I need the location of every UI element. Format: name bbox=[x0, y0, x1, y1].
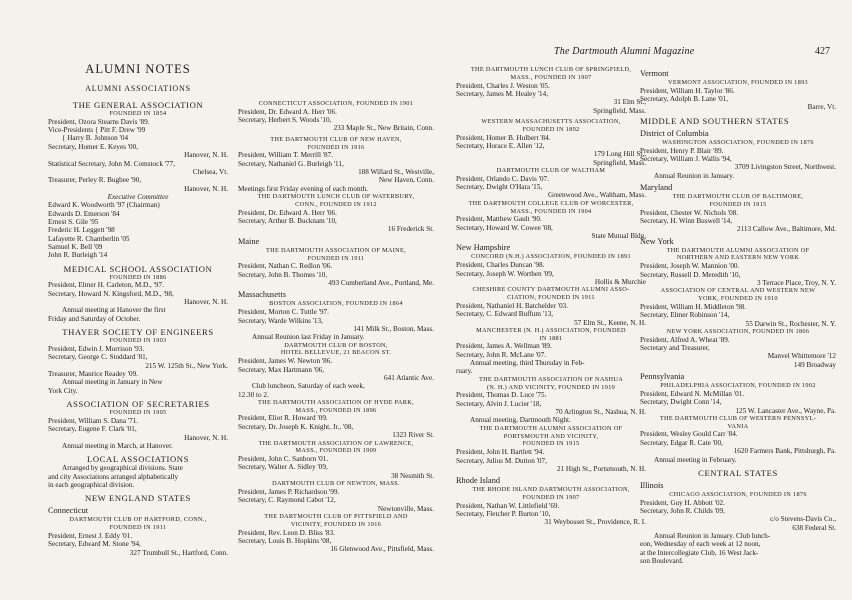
text-line: President, Joseph W. Mannion '00. bbox=[640, 262, 740, 271]
address-line: 70 Arlington St., Nashua, N. H. bbox=[555, 408, 646, 417]
text-line: Ernest S. Gile '95 bbox=[48, 217, 99, 226]
section-heading: MIDDLE AND SOUTHERN STATES bbox=[640, 115, 790, 126]
address-line: 55 Darwin St., Rochester, N. Y. bbox=[745, 319, 836, 328]
text-line: Secretary, William J. Wallis '94, bbox=[640, 154, 732, 163]
text-line: President, Guy H. Abbott '02. bbox=[640, 498, 725, 507]
magazine-title: The Dartmouth Alumni Magazine bbox=[554, 46, 695, 57]
club-heading: THE DARTMOUTH LUNCH CLUB OF SPRINGFIELD, bbox=[470, 66, 632, 73]
text-line: President, Thomas D. Luce '75. bbox=[456, 391, 547, 400]
club-heading: MASS., FOUNDED IN 1909 bbox=[295, 447, 377, 455]
club-heading: DARTMOUTH CLUB OF WALTHAM bbox=[496, 166, 606, 174]
state-heading: Connecticut bbox=[48, 506, 89, 516]
text-line: Statistical Secretary, John M. Comstock '77, bbox=[48, 159, 175, 168]
state-heading: Illinois bbox=[640, 480, 664, 490]
text-line: President, Chester W. Nichols '08. bbox=[640, 208, 739, 217]
text-line: President, Wesley Gould Carr '84. bbox=[640, 430, 738, 439]
text-line: Treasurer, Maurice Readey '09. bbox=[48, 369, 138, 378]
column-3 bbox=[456, 66, 646, 527]
text-line: Secretary, Herbert S. Woods '10, bbox=[238, 116, 332, 125]
text-line: President, Edwin J. Morrison '93. bbox=[48, 344, 145, 353]
text-line: ruary. bbox=[456, 367, 473, 376]
address-line: 3 Terrace Place, Troy, N. Y. bbox=[757, 278, 836, 287]
club-heading: THE DARTMOUTH ASSOCIATION OF NASHUA bbox=[478, 375, 624, 383]
club-heading: MASS., FOUNDED IN 1904 bbox=[510, 207, 592, 215]
address-line: 2113 Callow Ave., Baltimore, Md. bbox=[736, 225, 836, 234]
club-heading: THE RHODE ISLAND DARTMOUTH ASSOCIATION, bbox=[472, 486, 630, 494]
state-heading: Maryland bbox=[640, 183, 673, 192]
address-line: Hanover, N. H. bbox=[184, 298, 228, 307]
text-line: son Boulevard. bbox=[640, 557, 684, 566]
club-heading: THE DARTMOUTH ASSOCIATION OF HYDE PARK, bbox=[258, 398, 414, 406]
text-line: President, Eliot R. Howard '09. bbox=[238, 414, 328, 423]
text-line: Secretary, Warde Wilkins '13, bbox=[238, 316, 323, 325]
state-heading: New York bbox=[640, 236, 674, 246]
section-heading: CENTRAL STATES bbox=[698, 467, 778, 478]
address-line: State Mutual Bldg. bbox=[591, 232, 646, 241]
club-heading: MASS., FOUNDED IN 1896 bbox=[295, 406, 377, 414]
text-line: Annual meeting, Dartmouth Night. bbox=[470, 416, 571, 425]
text-line: Secretary, Walter A. Sidley '09, bbox=[238, 463, 328, 472]
address-line: 141 Milk St., Boston, Mass. bbox=[353, 324, 434, 333]
club-heading: FOUNDED IN 1854 bbox=[109, 110, 167, 117]
text-line: President, James P. Richardson '99. bbox=[238, 487, 340, 496]
club-heading: PORTSMOUTH AND VICINITY, bbox=[503, 432, 599, 440]
club-heading: HOTEL BELLEVUE, 21 BEACON ST. bbox=[280, 349, 392, 357]
address-line: Barre, Vt. bbox=[807, 103, 836, 112]
address-line: c/o Stevens-Davis Co., bbox=[770, 515, 836, 524]
text-line: President, Ozora Stearns Davis '89. bbox=[48, 117, 150, 126]
address-line: Hanover, N. H. bbox=[184, 184, 228, 193]
club-heading: WESTERN MASSACHUSETTS ASSOCIATION, bbox=[481, 117, 621, 125]
text-line: Lafayette R. Chamberlin '05 bbox=[48, 234, 130, 243]
club-heading: FOUNDED IN 1915 bbox=[522, 440, 580, 448]
text-line: Arranged by geographical divisions. State bbox=[62, 464, 183, 473]
text-line: President, Nathan C. Redlon '06. bbox=[238, 262, 333, 271]
text-line: at the Intercollegiate Club, 16 West Jack- bbox=[640, 548, 759, 557]
text-line: Annual meeting in January in New bbox=[62, 378, 163, 387]
state-heading: Massachusetts bbox=[238, 290, 286, 300]
club-heading: THE DARTMOUTH ALUMNI ASSOCIATION OF bbox=[479, 424, 623, 432]
text-line: Secretary, Louis B. Hopkins '08, bbox=[238, 536, 332, 545]
club-heading: DARTMOUTH CLUB OF HARTFORD, CONN., bbox=[69, 516, 207, 524]
club-heading: NEW YORK ASSOCIATION, FOUNDED IN 1866 bbox=[666, 327, 810, 335]
text-line: Secretary, Max Hartmann '06, bbox=[238, 365, 325, 374]
club-heading: BOSTON ASSOCIATION, FOUNDED IN 1864 bbox=[269, 300, 403, 308]
text-line: President, James A. Wellman '89. bbox=[456, 342, 552, 351]
column-2 bbox=[238, 100, 434, 554]
address-line: 57 Elm St., Keene, N. H. bbox=[574, 318, 646, 327]
text-line: Secretary, Adolph B. Lane '01, bbox=[640, 95, 729, 104]
text-line: President, William T. Merrill '87. bbox=[238, 151, 334, 160]
club-heading: CHESHIRE COUNTY DARTMOUTH ALUMNI ASSO- bbox=[472, 286, 630, 294]
club-heading: (N. H.) AND VICINITY, FOUNDED IN 1919 bbox=[486, 383, 616, 391]
address-line: 233 Maple St., New Britain, Conn. bbox=[333, 124, 434, 133]
address-line: 3709 Livingston Street, Northwest. bbox=[734, 163, 836, 172]
address-line: 1620 Farmers Bank, Pittsburgh, Pa. bbox=[733, 447, 836, 456]
club-heading: FOUNDED IN 1916 bbox=[307, 143, 365, 151]
section-title: ALUMNI NOTES bbox=[85, 62, 191, 76]
text-line: Friday and Saturday of October. bbox=[48, 314, 141, 323]
section-heading: THAYER SOCIETY OF ENGINEERS bbox=[62, 327, 214, 338]
address-line: 641 Atlantic Ave. bbox=[384, 373, 434, 382]
address-line: 31 Elm St., bbox=[613, 98, 646, 107]
state-heading: Vermont bbox=[640, 69, 669, 78]
text-line: Secretary, John R. Childs '09, bbox=[640, 506, 725, 515]
text-line: Secretary, H. Winn Buswell '14, bbox=[640, 216, 733, 225]
text-line: President, Homer B. Hulbert '84. bbox=[456, 133, 551, 142]
club-heading: THE DARTMOUTH LUNCH CLUB OF WATERBURY, bbox=[257, 193, 415, 201]
address-line: Hanover, N. H. bbox=[184, 433, 228, 442]
text-line: Secretary, Horace E. Allen '12, bbox=[456, 141, 545, 150]
address-line: Manvel Whittemore '12 bbox=[767, 352, 836, 361]
text-line: President, Elmer H. Carleton, M.D., '97. bbox=[48, 281, 164, 290]
club-heading: THE DARTMOUTH ALUMNI ASSOCIATION OF bbox=[666, 246, 810, 254]
text-line: Secretary, Russell D. Meredith '10, bbox=[640, 270, 741, 279]
address-line: 16 Glenwood Ave., Pittsfield, Mass. bbox=[330, 545, 434, 554]
text-line: Secretary, Edward M. Stone '94, bbox=[48, 540, 141, 549]
club-heading: THE DARTMOUTH COLLEGE CLUB OF WORCESTER, bbox=[468, 199, 634, 207]
text-line: Executive Committee bbox=[107, 192, 169, 201]
address-line: 21 High St., Portsmouth, N. H. bbox=[556, 464, 646, 473]
state-heading: Maine bbox=[238, 236, 260, 246]
text-line: Vice-Presidents { Pitt F. Drew '99 bbox=[48, 126, 146, 135]
text-line: President, Dr. Edward A. Herr '06. bbox=[238, 208, 337, 217]
section-heading: ASSOCIATION OF SECRETARIES bbox=[66, 399, 210, 410]
text-line: Annual meeting in March, at Hanover. bbox=[62, 441, 173, 450]
club-heading: FOUNDED IN 1892 bbox=[522, 125, 580, 133]
club-heading: FOUNDED IN 1915 bbox=[709, 200, 767, 208]
address-line: Springfield, Mass. bbox=[593, 106, 646, 115]
club-heading: ASSOCIATION OF CENTRAL AND WESTERN NEW bbox=[660, 287, 816, 295]
address-line: Springfield, Mass. bbox=[593, 158, 646, 167]
section-heading: LOCAL ASSOCIATIONS bbox=[87, 454, 189, 465]
text-line: Samuel K. Bell '09 bbox=[48, 242, 103, 251]
club-heading: FOUNDED IN 1911 bbox=[109, 524, 167, 532]
club-heading: VANIA bbox=[727, 422, 749, 430]
text-line: Secretary, Julius M. Dutton '07, bbox=[456, 456, 547, 465]
text-line: President, Charles Duncan '98. bbox=[456, 261, 545, 270]
text-line: President, John C. Sanborn '01. bbox=[238, 455, 329, 464]
text-line: Annual Reunion in January. bbox=[654, 171, 735, 180]
text-line: Secretary, Homer E. Keyes '00, bbox=[48, 142, 139, 151]
text-line: President, Alfred A. Wheat '89. bbox=[640, 335, 730, 344]
text-line: 12.30 to 2. bbox=[238, 390, 269, 399]
text-line: and city Associations arranged alphabetically bbox=[48, 472, 179, 481]
club-heading: THE DARTMOUTH CLUB OF WESTERN PENNSYL- bbox=[659, 414, 817, 422]
text-line: Secretary, Nathaniel G. Burleigh '11, bbox=[238, 159, 344, 168]
text-line: Club luncheon, Saturday of each week, bbox=[252, 382, 365, 391]
text-line: Secretary, Eugene F. Clark '01, bbox=[48, 425, 137, 434]
text-line: Frederic H. Leggett '98 bbox=[48, 226, 115, 235]
text-line: Secretary, Arthur B. Bucknam '10, bbox=[238, 217, 337, 226]
address-line: Chelsea, Vt. bbox=[192, 167, 228, 176]
text-line: Treasurer, Perley R. Bugbee '90, bbox=[48, 176, 142, 185]
section-subtitle: ALUMNI ASSOCIATIONS bbox=[85, 84, 191, 93]
address-line: Hollis & Murchie bbox=[594, 277, 646, 286]
club-heading: FOUNDED IN 1907 bbox=[522, 494, 580, 501]
address-line: 149 Broadway bbox=[793, 360, 836, 369]
text-line: Meetings first Friday evening of each month. bbox=[238, 184, 368, 193]
address-line: 125 W. Lancaster Ave., Wayne, Pa. bbox=[735, 406, 836, 415]
text-line: Secretary, Edgar R. Cate '00, bbox=[640, 438, 723, 447]
text-line: Annual meeting, third Thursday in Feb- bbox=[470, 359, 585, 368]
text-line: President, Morton C. Tuttle '97. bbox=[238, 308, 329, 317]
text-line: President, Nathaniel H. Batchelder '03. bbox=[456, 301, 569, 310]
text-line: President, Matthew Gault '90. bbox=[456, 215, 542, 224]
address-line: 327 Trumbull St., Hartford, Conn. bbox=[129, 548, 228, 557]
address-line: New Haven, Conn. bbox=[378, 176, 434, 185]
section-heading: MEDICAL SCHOOL ASSOCIATION bbox=[63, 263, 213, 274]
text-line: Secretary, Dr. Joseph K. Knight, Jr., '08, bbox=[238, 422, 354, 431]
club-heading: CIATION, FOUNDED IN 1911 bbox=[507, 294, 595, 302]
text-line: Secretary, Dwight O'Hara '15, bbox=[456, 183, 543, 192]
address-line: Greenwood Ave., Waltham, Mass. bbox=[548, 191, 646, 200]
club-heading: FOUNDED IN 1903 bbox=[109, 337, 167, 345]
club-heading: THE DARTMOUTH ASSOCIATION OF MAINE, bbox=[265, 246, 407, 254]
text-line: eon, Wednesday of each week at 12 noon, bbox=[640, 540, 761, 549]
text-line: { Harry B. Johnson '04 bbox=[62, 134, 129, 143]
address-line: Hanover, N. H. bbox=[184, 151, 228, 160]
text-line: Secretary, James M. Healey '14, bbox=[456, 89, 549, 98]
text-line: President, William S. Dana '71. bbox=[48, 416, 139, 425]
section-heading: NEW ENGLAND STATES bbox=[85, 493, 191, 504]
text-line: President, Henry P. Blair '89. bbox=[640, 146, 724, 155]
text-line: President, John H. Bartlett '94. bbox=[456, 448, 545, 457]
text-line: Secretary, Alvin J. Lucier '18, bbox=[456, 399, 542, 408]
text-line: York City. bbox=[48, 386, 78, 395]
state-heading: Pennsylvania bbox=[640, 372, 685, 382]
text-line: Secretary and Treasurer, bbox=[640, 344, 710, 353]
address-line: 38 Nesmith St. bbox=[391, 471, 434, 480]
club-heading: CONCORD (N.H.) ASSOCIATION, FOUNDED IN 1891 bbox=[471, 253, 631, 261]
club-heading: MASS., FOUNDED IN 1907 bbox=[510, 73, 592, 81]
text-line: President, Ernest J. Eddy '01. bbox=[48, 531, 133, 540]
club-heading: DARTMOUTH CLUB OF NEWTON, MASS. bbox=[272, 480, 400, 488]
club-heading: THE DARTMOUTH CLUB OF NEW HAVEN, bbox=[270, 135, 402, 143]
text-line: Annual meeting at Hanover the first bbox=[62, 306, 166, 315]
state-heading: Rhode Island bbox=[456, 476, 501, 486]
text-line: President, Dr. Edward A. Herr '06. bbox=[238, 107, 337, 116]
text-line: Secretary, Howard W. Cowee '08, bbox=[456, 223, 553, 232]
address-line: 215 W. 125th St., New York. bbox=[145, 361, 228, 370]
club-heading: MANCHESTER (N. H.) ASSOCIATION, FOUNDED bbox=[476, 326, 626, 334]
text-line: Secretary, Howard N. Kingsford, M.D., '98, bbox=[48, 289, 174, 298]
text-line: Annual meeting in February. bbox=[654, 455, 737, 464]
column-1 bbox=[48, 62, 228, 557]
club-heading: THE DARTMOUTH CLUB OF PITTSFIELD AND bbox=[264, 512, 408, 520]
text-line: Annual Reunion last Friday in January. bbox=[252, 333, 365, 342]
text-line: Secretary, C. Edward Buffum '13, bbox=[456, 310, 554, 319]
text-line: Secretary, Joseph W. Worthen '09, bbox=[456, 269, 554, 278]
text-line: President, James W. Newton '86. bbox=[238, 357, 333, 366]
state-heading: District of Columbia bbox=[640, 128, 709, 138]
address-line: 1323 River St. bbox=[392, 431, 434, 440]
club-heading: CONN., FOUNDED IN 1912 bbox=[295, 200, 377, 208]
address-line: 31 Weybosset St., Providence, R. I. bbox=[544, 518, 646, 527]
text-line: John R. Burleigh '14 bbox=[48, 251, 108, 260]
club-heading: FOUNDED IN 1911 bbox=[307, 254, 365, 262]
page-number: 427 bbox=[815, 46, 830, 57]
text-line: Secretary, John B. Thomes '10, bbox=[238, 270, 328, 279]
address-line: 493 Cumberland Ave., Portland, Me. bbox=[328, 279, 434, 288]
text-line: Edwards D. Emerson '84 bbox=[48, 209, 120, 218]
club-heading: DARTMOUTH CLUB OF BOSTON, bbox=[284, 341, 388, 349]
text-line: Annual Reunion in January. Club lunch- bbox=[654, 532, 771, 541]
text-line: President, Nathan W. Littlefield '69. bbox=[456, 501, 560, 510]
club-heading: VICINITY, FOUNDED IN 1916 bbox=[290, 520, 382, 528]
text-line: President, Charles J. Weston '05. bbox=[456, 81, 550, 90]
text-line: President, William H. Taylor '86. bbox=[640, 86, 735, 95]
text-line: Edward K. Woodworth '97 (Chairman) bbox=[48, 201, 160, 210]
text-line: Secretary, Dwight Conn '14, bbox=[640, 398, 722, 407]
text-line: President, Edward N. McMillan '01. bbox=[640, 389, 745, 398]
text-line: Secretary, Elmer Robinson '14, bbox=[640, 311, 730, 320]
club-heading: NORTHERN AND EASTERN NEW YORK bbox=[676, 254, 800, 262]
address-line: 16 Frederick St. bbox=[387, 225, 434, 234]
club-heading: FOUNDED IN 1886 bbox=[109, 273, 167, 281]
address-line: 188 Willard St., Westville, bbox=[358, 168, 434, 177]
address-line: Newtonville, Mass. bbox=[377, 504, 434, 513]
address-line: 638 Federal St. bbox=[792, 523, 836, 532]
text-line: Secretary, George C. Stoddard '81, bbox=[48, 353, 148, 362]
club-heading: FOUNDED IN 1905 bbox=[109, 409, 167, 417]
club-heading: YORK, FOUNDED IN 1910 bbox=[698, 295, 778, 303]
state-heading: New Hampshire bbox=[456, 243, 511, 253]
section-heading: THE GENERAL ASSOCIATION bbox=[72, 100, 204, 110]
text-line: in each geographical division. bbox=[48, 480, 135, 489]
text-line: President, Orlando C. Davis '07. bbox=[456, 174, 549, 183]
club-heading: THE DARTMOUTH ASSOCIATION OF LAWRENCE, bbox=[258, 439, 414, 447]
club-heading: IN 1881 bbox=[539, 334, 563, 342]
club-heading: CHICAGO ASSOCIATION, FOUNDED IN 1876 bbox=[669, 490, 807, 498]
club-heading: PHILADELPHIA ASSOCIATION, FOUNDED IN 1902 bbox=[660, 382, 816, 390]
text-line: Secretary, C. Raymond Cabot '12, bbox=[238, 496, 336, 505]
club-heading: WASHINGTON ASSOCIATION, FOUNDED IN 1876 bbox=[662, 138, 814, 146]
column-4 bbox=[640, 66, 836, 565]
address-line: 179 Long Hill St., bbox=[593, 150, 646, 159]
text-line: Secretary, John R. McLane '07. bbox=[456, 350, 547, 359]
club-heading: THE DARTMOUTH CLUB OF BALTIMORE, bbox=[672, 193, 804, 200]
text-line: President, Rev. Leon D. Bliss '83. bbox=[238, 528, 335, 537]
club-heading: CONNECTICUT ASSOCIATION, FOUNDED IN 1901 bbox=[258, 100, 414, 107]
text-line: Secretary, Fletcher P. Burton '10, bbox=[456, 510, 551, 519]
text-line: President, William H. Middleton '98. bbox=[640, 302, 747, 311]
club-heading: VERMONT ASSOCIATION, FOUNDED IN 1893 bbox=[668, 79, 808, 86]
